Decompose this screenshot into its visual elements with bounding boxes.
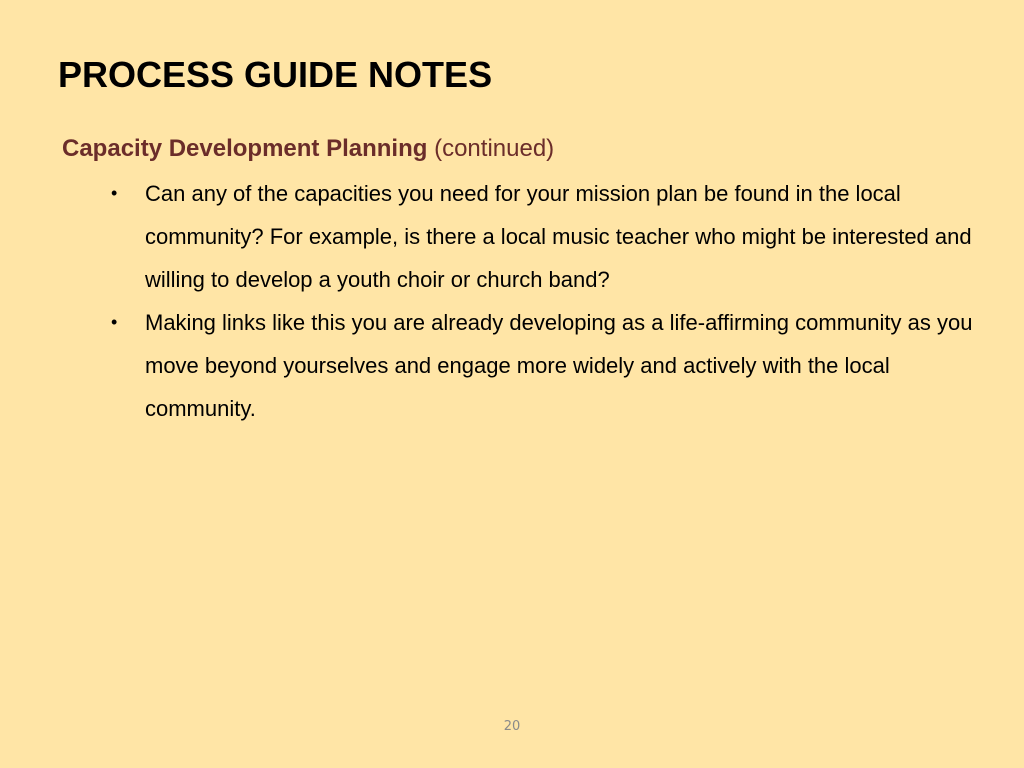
page-number: 20	[503, 719, 521, 734]
bullet-item-2	[111, 301, 981, 430]
bullet-item-1	[111, 172, 981, 301]
subheading-continued-text: (continued)	[427, 135, 555, 162]
bullet-marker: •	[111, 312, 118, 332]
bullet-list	[111, 172, 981, 430]
section-subheading	[62, 133, 554, 165]
bullet-text: Can any of the capacities you need for your mission plan be found in the local community? For example, is there a local music teacher who might be interested and willing to develop a youth choir or church band?	[145, 181, 972, 292]
slide-title: PROCESS GUIDE NOTES	[58, 54, 493, 95]
subheading-bold-text: Capacity Development Planning	[62, 135, 428, 162]
bullet-marker: •	[111, 183, 118, 203]
bullet-text: Making links like this you are already developing as a life-affirming community as you move beyond yourselves and engage more widely and actively with the local community.	[145, 310, 973, 421]
